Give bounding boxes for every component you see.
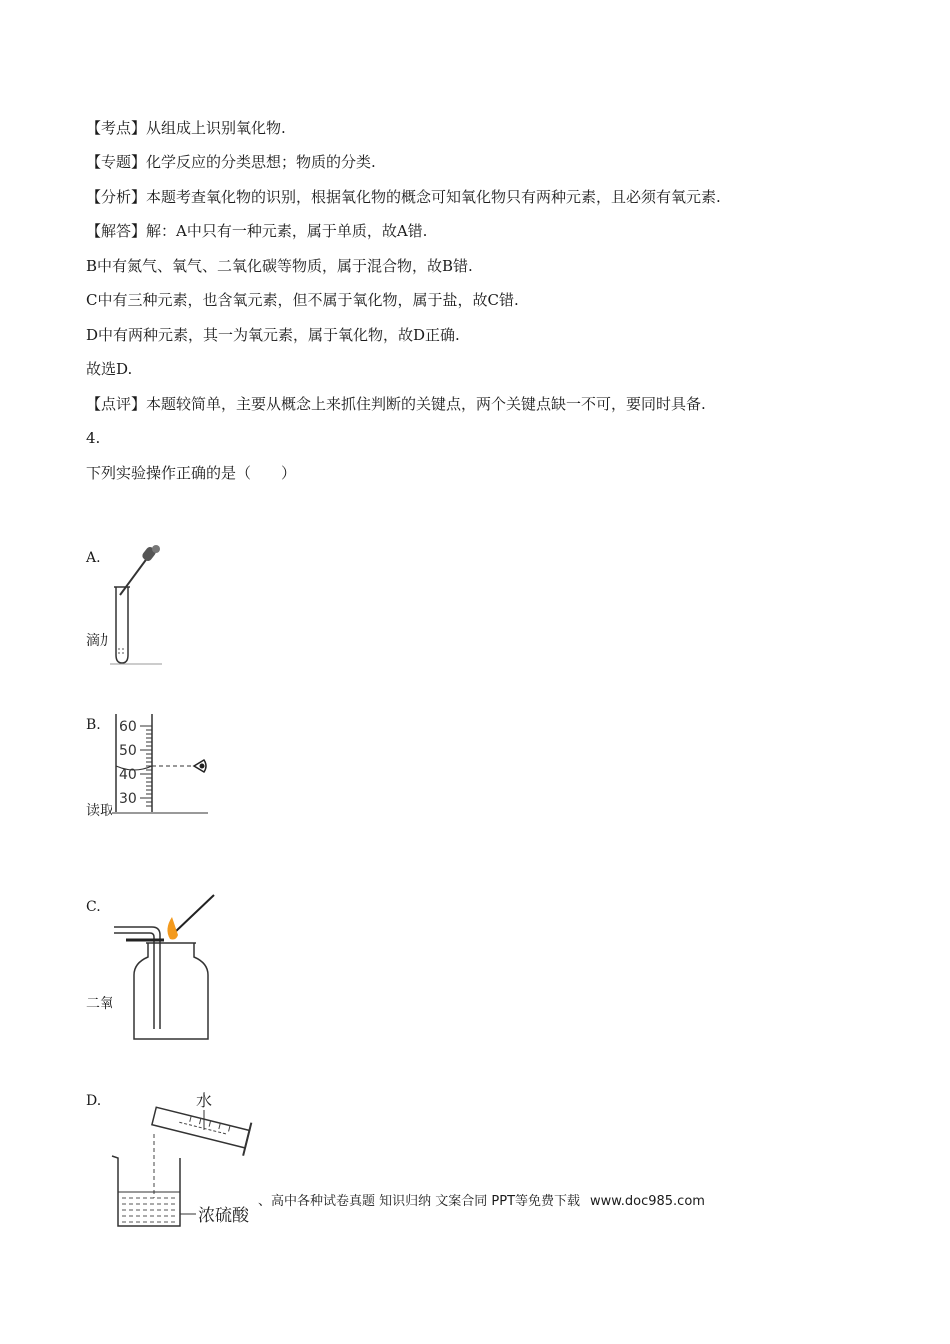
- acid-label: 浓硫酸: [198, 1206, 249, 1226]
- dianping-line: 【点评】本题较简单，主要从概念上来抓住判断的关键点，两个关键点缺一不可，要同时具备.: [86, 395, 706, 413]
- footer-url[interactable]: www.doc985.com: [590, 1194, 705, 1209]
- gas-bottle-match-figure: [112, 893, 216, 1041]
- footer-promo: [258, 1193, 705, 1211]
- zhuanti-line: 【专题】化学反应的分类思想；物质的分类.: [86, 153, 376, 171]
- jieda-line: 【解答】解：A中只有一种元素，属于单质，故A错.: [86, 222, 428, 240]
- footer-text: 高中各种试卷真题 知识归纳 文案合同 PPT等免费下载: [271, 1194, 581, 1209]
- option-a-letter[interactable]: A.: [86, 550, 101, 566]
- question-stem: 下列实验操作正确的是（ ）: [86, 464, 297, 482]
- option-a-caption: 滴加: [86, 633, 114, 649]
- scale-label-40: 40: [119, 767, 137, 783]
- option-c-caption: 二氧: [86, 996, 114, 1012]
- option-b-letter[interactable]: B.: [86, 717, 101, 733]
- option-b-caption: 读取: [86, 803, 114, 819]
- scale-label-60: 60: [119, 719, 137, 735]
- fenxi-line: 【分析】本题考查氧化物的识别，根据氧化物的概念可知氧化物只有两种元素，且必须有氧元素.: [86, 188, 721, 206]
- option-c-letter[interactable]: C.: [86, 899, 101, 915]
- solution-line-d: D中有两种元素，其一为氧元素，属于氧化物，故D正确.: [86, 326, 460, 344]
- dilution-pouring-figure: [108, 1086, 258, 1230]
- option-d-letter[interactable]: D.: [86, 1093, 102, 1109]
- question-number: 4.: [86, 429, 101, 447]
- scale-label-30: 30: [119, 791, 137, 807]
- footer-prefix: 、: [258, 1194, 272, 1209]
- dropper-test-tube-figure: [108, 543, 164, 667]
- water-label: 水: [196, 1091, 213, 1110]
- solution-line-c: C中有三种元素，也含氧元素，但不属于氧化物，属于盐，故C错.: [86, 291, 519, 309]
- graduated-cylinder-reading-figure: [112, 712, 210, 816]
- answer-line: 故选D.: [86, 360, 133, 378]
- flame-icon: [167, 917, 178, 940]
- kaodian-line: 【考点】从组成上识别氧化物.: [86, 119, 286, 137]
- scale-label-50: 50: [119, 743, 137, 759]
- solution-line-b: B中有氮气、氧气、二氧化碳等物质，属于混合物，故B错.: [86, 257, 473, 275]
